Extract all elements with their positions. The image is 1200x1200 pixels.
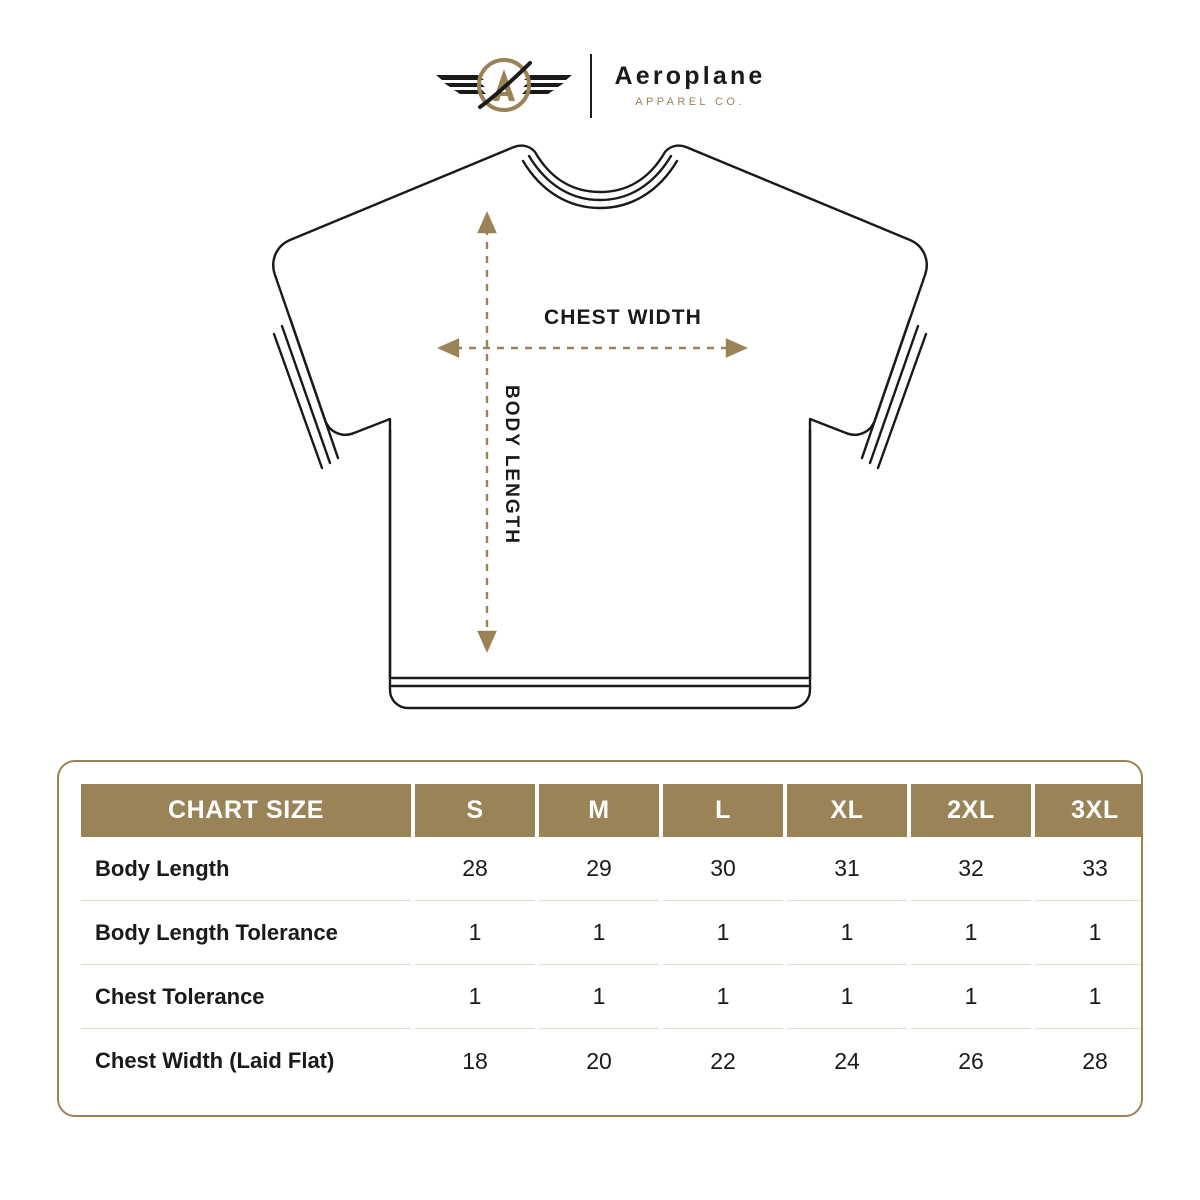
table-row: [81, 965, 1143, 1029]
cell-chest-tolerance-l: 1: [663, 965, 783, 1029]
table-row: [81, 1029, 1143, 1093]
brand-header: [0, 46, 1200, 126]
brand-divider: [590, 54, 592, 118]
cell-chest-width-3xl: 28: [1082, 1047, 1108, 1074]
table-row: [81, 901, 1143, 965]
cell-body-length-l: 30: [663, 837, 783, 901]
cell-body-length-tolerance-m: 1: [539, 901, 659, 965]
cell-body-length-3xl: 33: [1035, 837, 1143, 901]
cell-chest-width-s: 18: [462, 1047, 488, 1074]
row-label-chest-width: Chest Width (Laid Flat): [95, 1048, 335, 1073]
size-chart-card: [57, 760, 1143, 1117]
cell-body-length-tolerance-l: 1: [663, 901, 783, 965]
tshirt-diagram: [230, 130, 970, 740]
cell-body-length-tolerance-3xl: 1: [1035, 901, 1143, 965]
cell-body-length-2xl: 32: [911, 837, 1031, 901]
cell-body-length-tolerance-xl: 1: [787, 901, 907, 965]
table-header-row: [81, 784, 1143, 837]
cell-body-length-tolerance-2xl: 1: [911, 901, 1031, 965]
brand-name: Aeroplane: [614, 62, 766, 90]
cell-chest-tolerance-s: 1: [415, 965, 535, 1029]
cell-chest-width-l: 22: [710, 1047, 736, 1074]
table-row: [81, 837, 1143, 901]
row-label-chest-tolerance: Chest Tolerance: [81, 965, 411, 1029]
column-header-l: L: [663, 784, 783, 837]
row-label-body-length: Body Length: [81, 837, 411, 901]
column-header-s: S: [415, 784, 535, 837]
cell-chest-tolerance-2xl: 1: [911, 965, 1031, 1029]
cell-body-length-m: 29: [539, 837, 659, 901]
brand-tagline: APPAREL CO.: [635, 96, 745, 108]
cell-chest-tolerance-m: 1: [539, 965, 659, 1029]
cell-chest-width-2xl: 26: [958, 1047, 984, 1074]
cell-chest-tolerance-3xl: 1: [1035, 965, 1143, 1029]
cell-chest-width-xl: 24: [834, 1047, 860, 1074]
column-header-2xl: 2XL: [911, 784, 1031, 837]
row-label-body-length-tolerance: Body Length Tolerance: [81, 901, 411, 965]
column-header-xl: XL: [787, 784, 907, 837]
size-chart-table: [77, 784, 1143, 1093]
column-header-chart-size: CHART SIZE: [81, 784, 411, 837]
cell-body-length-xl: 31: [787, 837, 907, 901]
column-header-3xl: 3XL: [1035, 784, 1143, 837]
column-header-m: M: [539, 784, 659, 837]
aeroplane-wings-logo-icon: [434, 49, 574, 123]
cell-body-length-tolerance-s: 1: [415, 901, 535, 965]
brand-wordmark: [614, 64, 765, 108]
cell-chest-width-m: 20: [586, 1047, 612, 1074]
chest-width-label: CHEST WIDTH: [544, 306, 702, 329]
cell-chest-tolerance-xl: 1: [787, 965, 907, 1029]
cell-body-length-s: 28: [415, 837, 535, 901]
body-length-label: BODY LENGTH: [501, 385, 522, 545]
